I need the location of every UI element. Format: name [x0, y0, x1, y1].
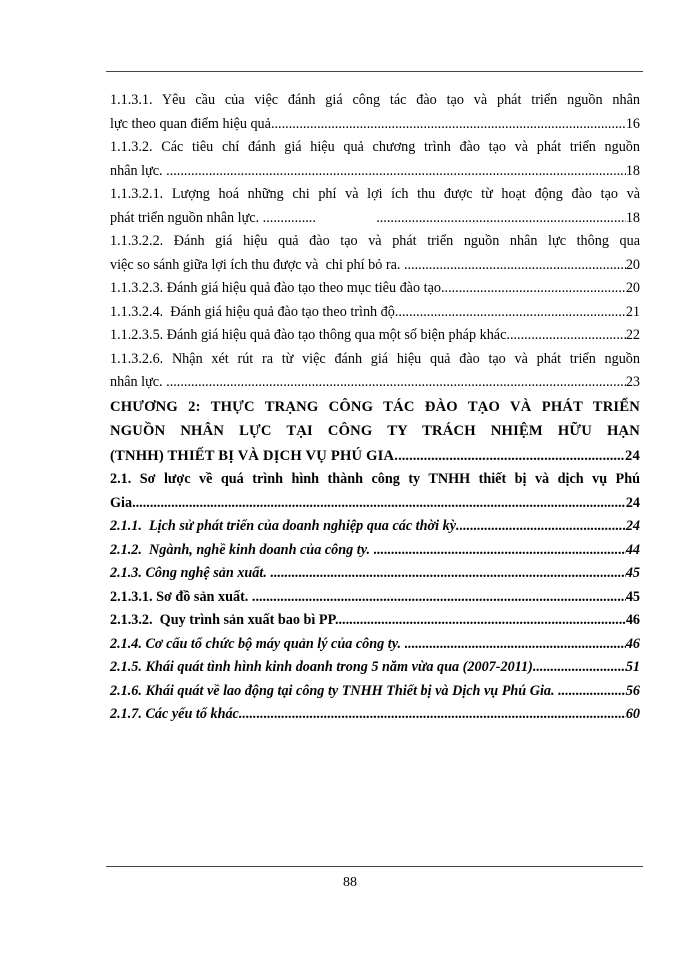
toc-chapter-2[interactable]	[110, 395, 640, 469]
toc-entry-2.1.1[interactable]	[110, 515, 640, 539]
toc-page-number: 60	[625, 706, 640, 722]
toc-page-number: 46	[625, 612, 640, 628]
toc-entry-1.1.2.3.5[interactable]	[110, 324, 640, 348]
toc-page-number: 22	[625, 327, 640, 343]
toc-entry-2.1.3[interactable]	[110, 562, 640, 586]
toc-entry-2.1.4[interactable]	[110, 633, 640, 657]
toc-entry-title: 2.1.3. Công nghệ sản xuất.	[110, 565, 271, 581]
toc-entry-title: 1.1.3.2.4. Đánh giá hiệu quả đào tạo theo trình độ.	[110, 303, 399, 320]
chapter-title-cont: NGUỒN NHÂN LỰC TẠI CÔNG TY TRÁCH NHIỆM HỮU HẠN	[110, 423, 640, 439]
toc-entry-title: 1.1.3.2. Các tiêu chí đánh giá hiệu quả chương trình đào tạo và phát triển nguồn	[110, 139, 640, 155]
toc-page-number: 24	[625, 518, 640, 534]
table-of-contents	[110, 89, 640, 727]
toc-page-number: 18	[625, 162, 640, 179]
toc-entry-1.1.3.2.2[interactable]	[110, 230, 640, 277]
toc-entry-title-cont: nhân lực.	[110, 162, 167, 179]
dot-leader	[398, 444, 625, 469]
toc-entry-title-cont: việc so sánh giữa lợi ích thu được và chi phí bỏ ra.	[110, 256, 404, 273]
footer-rule	[106, 866, 643, 867]
toc-entry-1.1.3.2.1[interactable]	[110, 183, 640, 230]
toc-entry-title-cont: phát triển nguồn nhân lực. ...............	[110, 209, 316, 226]
dot-leader	[533, 656, 626, 680]
toc-page-number: 18	[625, 209, 640, 226]
toc-page-number: 20	[625, 280, 640, 296]
dot-leader	[405, 633, 626, 657]
toc-entry-title: 1.1.3.1. Yêu cầu của việc đánh giá công tác đào tạo và phát triển nguồn nhân	[110, 92, 640, 108]
toc-entry-title: 1.1.3.2.1. Lượng hoá những chi phí và lợi ích thu được từ hoạt động đào tạo và	[110, 186, 640, 202]
dot-leader	[275, 113, 626, 137]
toc-entry-title: 2.1.2. Ngành, nghề kinh doanh của công ty.	[110, 541, 374, 558]
toc-page-number: 46	[625, 635, 640, 652]
toc-page-number: 24	[625, 494, 640, 511]
dot-leader	[460, 515, 626, 539]
dot-leader	[252, 586, 626, 610]
dot-leader	[270, 562, 625, 586]
toc-entry-1.1.3.2.3[interactable]	[110, 277, 640, 301]
toc-entry-1.1.3.1[interactable]	[110, 89, 640, 136]
toc-entry-2.1.2[interactable]	[110, 539, 640, 563]
chapter-title: CHƯƠNG 2: THỰC TRẠNG CÔNG TÁC ĐÀO TẠO VÀ PHÁT TRIỂN	[110, 398, 640, 415]
toc-entry-2.1.3.1[interactable]	[110, 586, 640, 610]
toc-page-number: 56	[625, 682, 640, 699]
toc-entry-title: 2.1.4. Cơ cấu tổ chức bộ máy quản lý của công ty.	[110, 635, 405, 652]
dot-leader	[166, 371, 626, 395]
toc-entry-title: 2.1.6. Khái quát về lao động tại công ty TNHH Thiết bị và Dịch vụ Phú Gia.	[110, 682, 559, 699]
dot-leader	[166, 160, 626, 184]
toc-entry-title-cont: nhân lực.	[110, 374, 167, 390]
toc-page-number: 51	[625, 659, 640, 675]
toc-page-number: 45	[625, 588, 640, 605]
toc-entry-title-cont: lực theo quan điểm hiệu quả.	[110, 115, 275, 132]
toc-entry-2.1.7[interactable]	[110, 703, 640, 727]
toc-entry-2.1.6[interactable]	[110, 680, 640, 704]
dot-leader	[376, 207, 626, 231]
dot-leader	[339, 609, 626, 633]
chapter-title-end: (TNHH) THIẾT BỊ VÀ DỊCH VỤ PHÚ GIA.	[110, 447, 399, 464]
toc-entry-2.1.3.2[interactable]	[110, 609, 640, 633]
toc-entry-title: 2.1.3.2. Quy trình sản xuất bao bì PP.	[110, 612, 339, 628]
dot-leader	[132, 492, 626, 516]
dot-leader	[398, 301, 625, 325]
toc-page-number: 16	[625, 115, 640, 132]
toc-entry-title: 1.1.3.2.6. Nhận xét rút ra từ việc đánh giá hiệu quả đào tạo và phát triển nguồn	[110, 350, 640, 367]
page-number: 88	[343, 875, 357, 890]
toc-entry-title: 2.1.7. Các yếu tố khác.	[110, 706, 243, 722]
toc-page-number: 23	[625, 374, 640, 390]
toc-entry-2.1[interactable]	[110, 468, 640, 515]
toc-entry-2.1.5[interactable]	[110, 656, 640, 680]
toc-page-number: 21	[625, 303, 640, 320]
toc-entry-title: 2.1.1. Lịch sử phát triển của doanh nghiệp qua các thời kỳ.	[110, 518, 460, 534]
toc-page-number: 20	[625, 256, 640, 273]
dot-leader	[506, 324, 625, 348]
toc-entry-title: 2.1. Sơ lược về quá trình hình thành công ty TNHH thiết bị và dịch vụ Phú	[110, 471, 640, 487]
dot-leader	[558, 680, 626, 704]
toc-entry-title-cont: Gia	[110, 494, 133, 511]
toc-entry-title: 2.1.3.1. Sơ đồ sản xuất.	[110, 588, 252, 605]
toc-page-number: 45	[625, 565, 640, 581]
dot-leader	[404, 254, 626, 278]
toc-entry-1.1.3.2.4[interactable]	[110, 301, 640, 325]
toc-page-number: 24	[625, 447, 640, 464]
toc-entry-1.1.3.2[interactable]	[110, 136, 640, 183]
toc-entry-title: 1.1.3.2.2. Đánh giá hiệu quả đào tạo và phát triển nguồn nhân lực thông qua	[110, 233, 640, 249]
dot-leader	[374, 539, 626, 563]
dot-leader	[445, 277, 626, 301]
toc-entry-title: 2.1.5. Khái quát tình hình kinh doanh trong 5 năm vừa qua (2007-2011)	[110, 659, 533, 675]
toc-entry-title: 1.1.2.3.5. Đánh giá hiệu quả đào tạo thông qua một số biện pháp khác	[110, 327, 507, 343]
toc-entry-title: 1.1.3.2.3. Đánh giá hiệu quả đào tạo theo mục tiêu đào tạo.	[110, 280, 445, 296]
toc-page-number: 44	[625, 541, 640, 558]
toc-entry-1.1.3.2.6[interactable]	[110, 348, 640, 395]
dot-leader	[242, 703, 625, 727]
header-rule	[106, 71, 643, 72]
